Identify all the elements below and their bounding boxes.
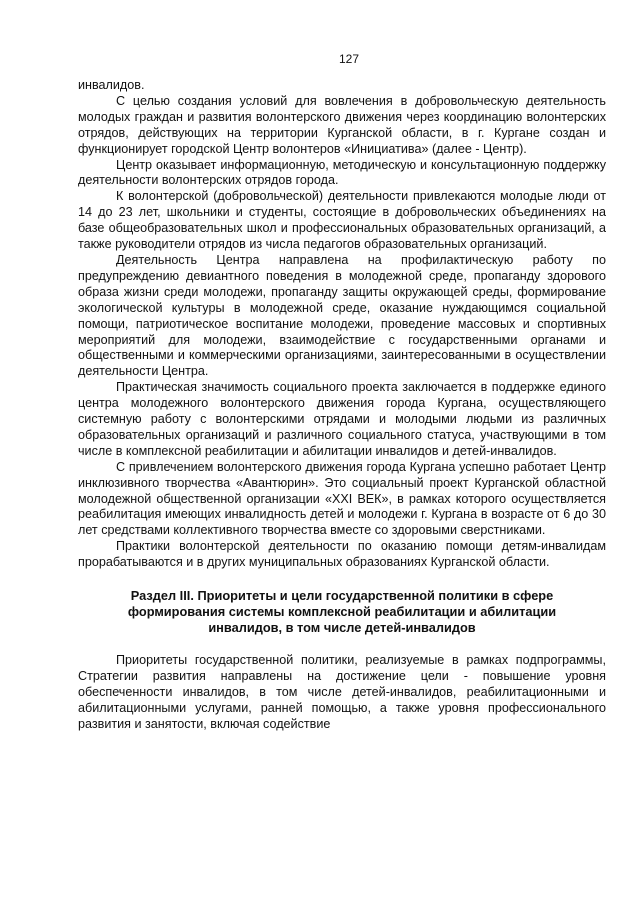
document-page — [78, 52, 606, 733]
paragraph: С целью создания условий для вовлечения в добровольческую деятельность молодых граждан и развития волонтерского движения через координацию волонтерских отрядов, действующих на территории Курганской области, в г. Кургане создан и функционирует городской Центр волонтеров «Инициатива» (далее - Центр). — [78, 93, 606, 156]
section-heading-line: инвалидов, в том числе детей-инвалидов — [208, 620, 476, 636]
paragraph: Приоритеты государственной политики, реализуемые в рамках подпрограммы, Стратегии развития направлены на достижение цели - повышение уровня обеспеченности инвалидов, в том числе детей-инвалидов, реабилитационными и абилитационными услугами, ранней помощью, а также уровня профессионального развития и занятости, включая содействие — [78, 653, 606, 731]
paragraph: инвалидов. — [78, 78, 145, 92]
paragraph: Центр оказывает информационную, методическую и консультационную поддержку деятельности волонтерских отрядов города. — [78, 157, 606, 188]
paragraph: Практики волонтерской деятельности по оказанию помощи детям-инвалидам прорабатываются и в других муниципальных образованиях Курганской области. — [78, 539, 606, 570]
paragraph: С привлечением волонтерского движения города Кургана успешно работает Центр инклюзивного творчества «Авантюрин». Это социальный проект Курганской областной молодежной общественной организации «XXI ВЕК», в рамках которого осуществляется реабилитация имеющих инвалидность детей и молодежи г. Кургана в возрасте от 6 до 30 лет средствами коллективного творчества вместе со здоровыми сверстниками. — [78, 459, 606, 538]
section-heading — [78, 588, 606, 636]
paragraph: К волонтерской (добровольческой) деятельности привлекаются молодые люди от 14 до 23 лет, школьники и студенты, состоящие в добровольческих объединениях на базе общеобразовательных школ и профессиональных образовательных организаций, а также руководители отрядов из числа педагогов образовательных организаций. — [78, 189, 606, 252]
paragraph: Деятельность Центра направлена на профилактическую работу по предупреждению девиантного поведения в молодежной среде, пропаганду здорового образа жизни среди молодежи, пропаганду защиты окружающей среды, формирование экологической культуры в молодежной среде, оказание нуждающимся социальной помощи, патриотическое воспитание молодежи, проведение массовых и спортивных мероприятий для молодежи, взаимодействие с государственными органами и общественными и коммерческими организациями, заинтересованными в осуществлении деятельности Центра. — [78, 252, 606, 379]
paragraph: Практическая значимость социального проекта заключается в поддержке единого центра молодежного волонтерского движения города Кургана, осуществляющего системную работу с волонтерскими отрядами и молодыми людьми из различных образовательных организаций и различного социального статуса, участвующими в том числе в комплексной реабилитации и абилитации инвалидов и детей-инвалидов. — [78, 380, 606, 458]
page-number: 127 — [338, 52, 360, 66]
section-heading-line: формирования системы комплексной реабилитации и абилитации — [127, 604, 557, 620]
section-heading-line: Раздел III. Приоритеты и цели государственной политики в сфере — [130, 588, 554, 604]
